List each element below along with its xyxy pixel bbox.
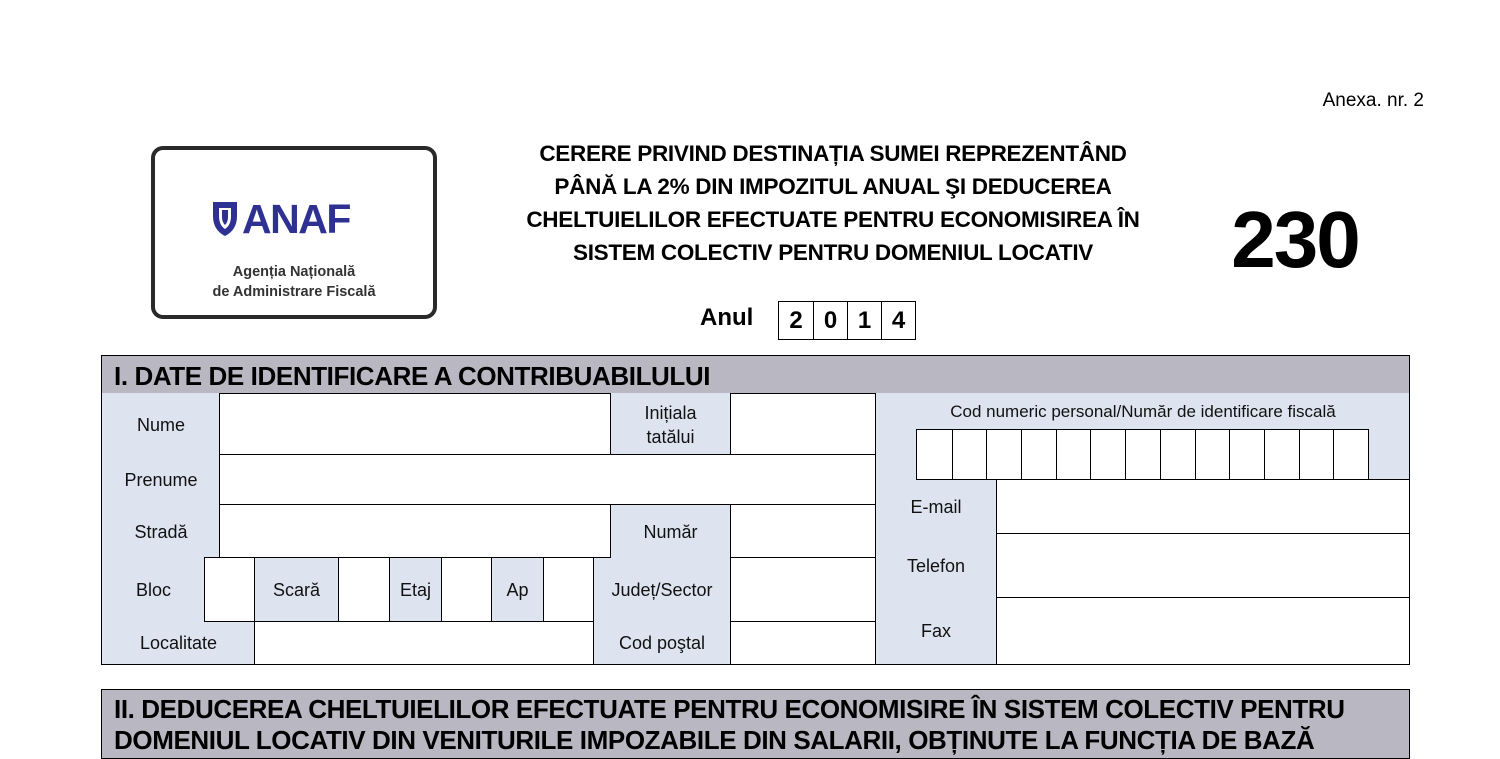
cnp-digit-box[interactable] — [1264, 430, 1299, 479]
label-initiala-line2: tatălui — [646, 426, 695, 447]
label-prenume: Prenume — [124, 470, 198, 490]
cnp-digit-box[interactable] — [1229, 430, 1264, 479]
strada-input[interactable] — [219, 504, 611, 558]
anaf-logo — [151, 146, 437, 319]
section-2-heading-line2: DOMENIUL LOCATIV DIN VENITURILE IMPOZABILE DIN SALARII, OBȚINUTE LA FUNCȚIA DE BAZĂ — [114, 725, 1315, 755]
bloc-input[interactable] — [204, 557, 255, 622]
title-line-1: CERERE PRIVIND DESTINAȚIA SUMEI REPREZENTÂND — [539, 141, 1127, 166]
localitate-input[interactable] — [254, 621, 594, 665]
year-digit[interactable]: 4 — [881, 302, 915, 339]
title-line-4: SISTEM COLECTIV PENTRU DOMENIUL LOCATIV — [573, 240, 1093, 265]
label-cod-postal: Cod poştal — [618, 633, 706, 653]
section-1-heading: I. DATE DE IDENTIFICARE A CONTRIBUABILULUI — [101, 355, 1410, 394]
label-localitate: Localitate — [139, 633, 218, 653]
cnp-digit-box[interactable] — [1160, 430, 1195, 479]
cnp-digit-box[interactable] — [1021, 430, 1056, 479]
cnp-digit-box[interactable] — [1056, 430, 1091, 479]
cnp-digit-box[interactable] — [1299, 430, 1334, 479]
nume-input[interactable] — [219, 393, 611, 455]
cnp-digit-box[interactable] — [1090, 430, 1125, 479]
etaj-input[interactable] — [441, 557, 492, 622]
cnp-digit-box[interactable] — [952, 430, 987, 479]
label-judet: Județ/Sector — [611, 580, 713, 600]
cnp-digit-box[interactable] — [1125, 430, 1160, 479]
ap-input[interactable] — [543, 557, 594, 622]
label-initiala-line1: Inițiala — [644, 402, 697, 423]
cnp-input[interactable] — [916, 429, 1369, 480]
fax-input[interactable] — [996, 597, 1410, 665]
year-digit[interactable]: 0 — [813, 302, 847, 339]
cod-postal-input[interactable] — [730, 621, 876, 665]
year-digit[interactable]: 2 — [789, 307, 803, 334]
form-title — [493, 137, 1173, 269]
label-strada: Stradă — [134, 521, 188, 542]
numar-input[interactable] — [730, 504, 876, 558]
cnp-digit-box[interactable] — [1333, 430, 1368, 479]
scara-input[interactable] — [338, 557, 390, 622]
annex-number: Anexa. nr. 2 — [1322, 90, 1424, 111]
label-etaj: Etaj — [399, 580, 432, 600]
label-telefon: Telefon — [906, 556, 966, 576]
label-cnp: Cod numeric personal/Număr de identificare fiscală — [950, 402, 1336, 421]
cnp-digit-box[interactable] — [1195, 430, 1230, 479]
section-2-heading — [101, 689, 1410, 759]
section-2-heading-line1: II. DEDUCEREA CHELTUIELILOR EFECTUATE PENTRU ECONOMISIRE ÎN SISTEM COLECTIV PENTRU — [114, 694, 1345, 724]
logo-subtitle — [155, 262, 433, 302]
title-line-2: PÂNĂ LA 2% DIN IMPOZITUL ANUAL ŞI DEDUCEREA — [554, 174, 1112, 199]
anaf-logo-mark — [211, 198, 391, 238]
cnp-digit-box[interactable] — [917, 430, 952, 479]
label-bloc: Bloc — [135, 580, 171, 600]
logo-brand-text: ANAF — [242, 198, 350, 238]
label-initiala — [611, 395, 730, 454]
label-nume: Nume — [136, 414, 185, 435]
form-number: 230 — [1231, 195, 1359, 284]
telefon-input[interactable] — [996, 533, 1410, 598]
year-digit[interactable]: 1 — [847, 302, 881, 339]
label-ap: Ap — [506, 580, 529, 600]
logo-subtitle-line2: de Administrare Fiscală — [212, 284, 376, 300]
prenume-input[interactable] — [219, 454, 876, 505]
logo-subtitle-line1: Agenția Națională — [232, 264, 356, 280]
initiala-input[interactable] — [730, 393, 876, 455]
judet-input[interactable] — [730, 557, 876, 622]
label-fax: Fax — [920, 620, 951, 641]
cnp-digit-box[interactable] — [986, 430, 1021, 479]
label-numar: Număr — [643, 521, 698, 542]
anaf-shield-icon — [213, 202, 237, 236]
label-email: E-mail — [910, 497, 962, 517]
title-line-3: CHELTUIELILOR EFECTUATE PENTRU ECONOMISIREA ÎN — [526, 207, 1140, 232]
year-field[interactable] — [778, 301, 916, 340]
year-label: Anul — [700, 304, 754, 331]
email-input[interactable] — [996, 479, 1410, 535]
label-scara: Scară — [272, 580, 321, 600]
